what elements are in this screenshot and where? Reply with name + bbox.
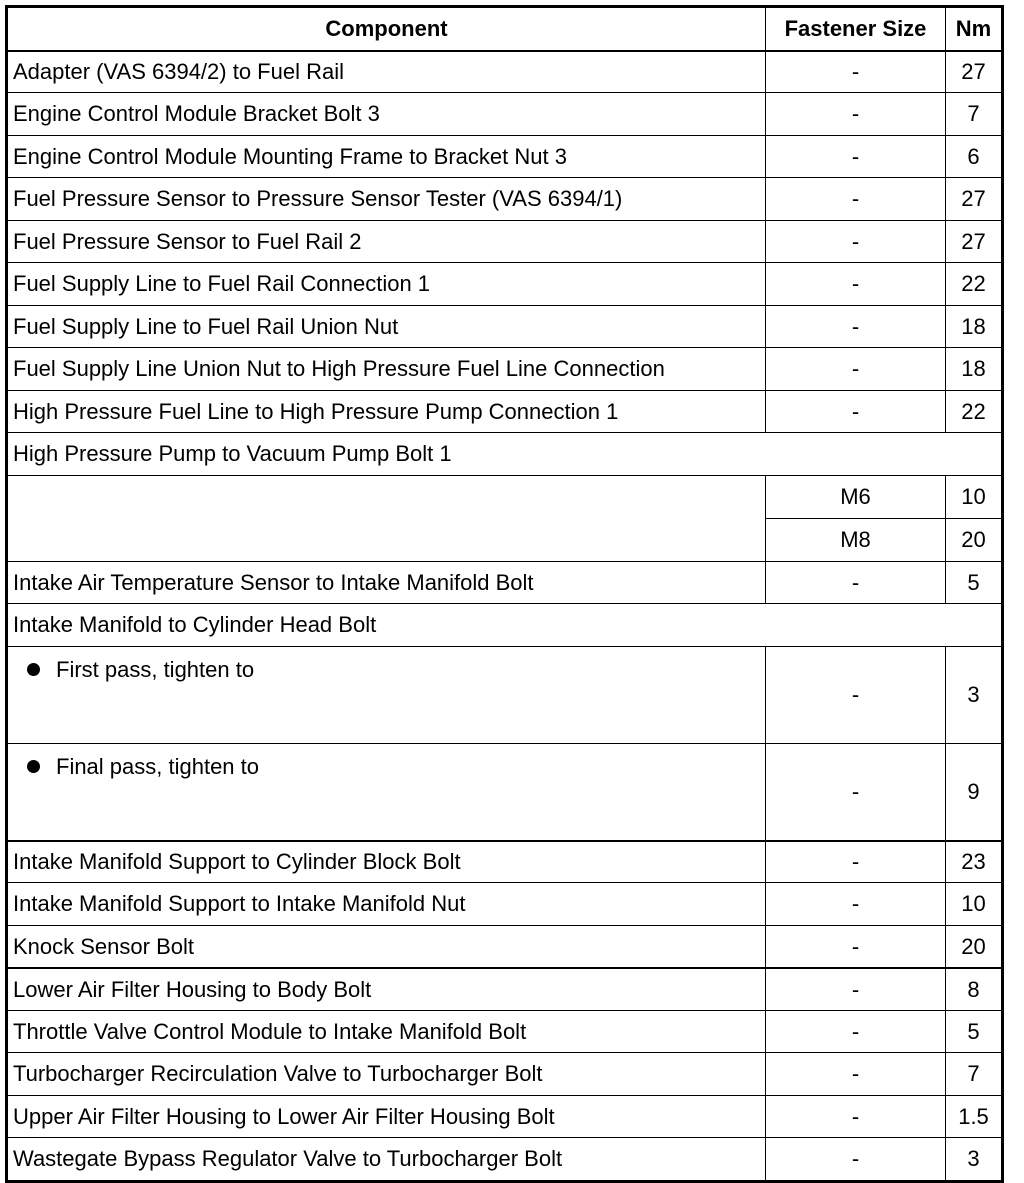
fastener-size-cell: - — [765, 391, 945, 432]
component-cell: Intake Manifold Support to Cylinder Block Bolt — [13, 849, 461, 874]
torque-spec-table — [5, 5, 1004, 1183]
section-title: Intake Manifold to Cylinder Head Bolt — [13, 612, 377, 637]
fastener-size-cell: - — [765, 883, 945, 925]
component-cell: Intake Manifold Support to Intake Manifold Nut — [13, 891, 466, 916]
nm-cell: 10 — [945, 476, 1001, 518]
section-row-manifold — [8, 603, 1001, 646]
component-cell: Knock Sensor Bolt — [13, 933, 194, 959]
header-fastener-size: Fastener Size — [765, 8, 945, 50]
fastener-size-cell: M6 — [765, 476, 945, 518]
fastener-size-cell: - — [765, 136, 945, 177]
component-cell: Fuel Supply Line Union Nut to High Pressure Fuel Line Connection — [13, 356, 665, 381]
nm-cell: 1.5 — [945, 1096, 1001, 1137]
component-cell: Intake Air Temperature Sensor to Intake Manifold Bolt — [13, 569, 534, 595]
component-cell: Fuel Supply Line to Fuel Rail Connection 1 — [13, 271, 431, 296]
nm-cell: 5 — [945, 1011, 1001, 1052]
nm-cell: 5 — [945, 562, 1001, 603]
table-row — [8, 220, 1001, 262]
component-cell: Adapter (VAS 6394/2) to Fuel Rail — [13, 59, 344, 84]
table-row — [8, 1095, 1001, 1137]
table-row — [8, 1137, 1001, 1180]
nm-cell: 20 — [945, 519, 1001, 561]
header-component: Component — [325, 16, 448, 41]
component-cell: Fuel Pressure Sensor to Pressure Sensor Tester (VAS 6394/1) — [13, 186, 623, 211]
table-row — [8, 177, 1001, 220]
table-row — [765, 476, 1001, 518]
hp-pump-sizes-row — [8, 475, 1001, 561]
fastener-size-cell: - — [765, 306, 945, 347]
bullet-icon — [27, 663, 40, 676]
fastener-size-cell: - — [765, 221, 945, 262]
component-cell: Throttle Valve Control Module to Intake Manifold Bolt — [13, 1018, 527, 1044]
nm-cell: 8 — [945, 969, 1001, 1010]
nm-cell: 20 — [945, 926, 1001, 967]
fastener-size-cell: - — [765, 1011, 945, 1052]
table-row — [8, 925, 1001, 967]
table-row — [8, 135, 1001, 177]
table-row — [8, 305, 1001, 347]
table-row — [8, 882, 1001, 925]
component-cell: Lower Air Filter Housing to Body Bolt — [13, 976, 372, 1002]
table-row — [8, 347, 1001, 390]
nm-cell: 7 — [945, 93, 1001, 135]
component-cell: Engine Control Module Mounting Frame to Bracket Nut 3 — [13, 143, 567, 169]
table-row — [8, 646, 1001, 743]
table-row — [8, 967, 1001, 1010]
fastener-size-cell: - — [765, 263, 945, 305]
nm-cell: 27 — [945, 52, 1001, 92]
nm-cell: 10 — [945, 883, 1001, 925]
fastener-size-cell: - — [765, 1138, 945, 1180]
component-cell: Wastegate Bypass Regulator Valve to Turbocharger Bolt — [13, 1146, 563, 1171]
header-row — [8, 8, 1001, 50]
component-cell: Fuel Supply Line to Fuel Rail Union Nut — [13, 313, 399, 339]
table-row — [8, 262, 1001, 305]
fastener-size-cell: - — [765, 647, 945, 743]
nm-cell: 6 — [945, 136, 1001, 177]
fastener-size-cell: - — [765, 926, 945, 967]
fastener-size-cell: - — [765, 1053, 945, 1095]
fastener-size-cell: - — [765, 744, 945, 840]
nm-cell: 9 — [945, 744, 1001, 840]
pass-label: Final pass, tighten to — [56, 754, 260, 779]
bullet-icon — [27, 760, 40, 773]
nm-cell: 18 — [945, 348, 1001, 390]
section-title: High Pressure Pump to Vacuum Pump Bolt 1 — [13, 441, 452, 466]
table-row — [8, 50, 1001, 92]
table-row — [8, 1052, 1001, 1095]
nm-cell: 27 — [945, 221, 1001, 262]
component-cell: Engine Control Module Bracket Bolt 3 — [13, 101, 380, 126]
table-row — [8, 840, 1001, 882]
nm-cell: 27 — [945, 178, 1001, 220]
nm-cell: 22 — [945, 391, 1001, 432]
nm-cell: 22 — [945, 263, 1001, 305]
component-cell: Fuel Pressure Sensor to Fuel Rail 2 — [13, 228, 362, 254]
component-cell: Upper Air Filter Housing to Lower Air Filter Housing Bolt — [13, 1103, 555, 1129]
nm-cell: 23 — [945, 842, 1001, 882]
table-row — [8, 561, 1001, 603]
component-cell: Turbocharger Recirculation Valve to Turbocharger Bolt — [13, 1061, 543, 1086]
nm-cell: 18 — [945, 306, 1001, 347]
table-row — [8, 390, 1001, 432]
section-row-hp-pump — [8, 432, 1001, 475]
pass-label: First pass, tighten to — [56, 657, 255, 682]
fastener-size-cell: - — [765, 842, 945, 882]
fastener-size-cell: - — [765, 969, 945, 1010]
header-nm: Nm — [945, 8, 1001, 50]
fastener-size-cell: - — [765, 1096, 945, 1137]
fastener-size-cell: - — [765, 52, 945, 92]
fastener-size-cell: - — [765, 93, 945, 135]
fastener-size-cell: - — [765, 348, 945, 390]
fastener-size-cell: M8 — [765, 519, 945, 561]
nm-cell: 3 — [945, 1138, 1001, 1180]
fastener-size-cell: - — [765, 178, 945, 220]
table-row — [765, 518, 1001, 561]
table-row — [8, 743, 1001, 840]
empty-component-cell — [8, 476, 765, 561]
component-cell: High Pressure Fuel Line to High Pressure Pump Connection 1 — [13, 398, 619, 424]
fastener-size-cell: - — [765, 562, 945, 603]
table-row — [8, 92, 1001, 135]
nm-cell: 7 — [945, 1053, 1001, 1095]
table-row — [8, 1010, 1001, 1052]
nm-cell: 3 — [945, 647, 1001, 743]
